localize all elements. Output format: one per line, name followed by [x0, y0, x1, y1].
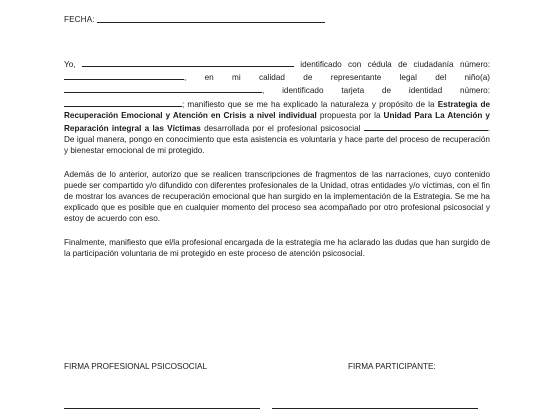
p1-text-4: , identificado tarjeta de identidad número: — [262, 86, 490, 96]
strategy-name: Estrategia de Recuperación Emocional y Atención en Crisis a nivel individual — [64, 99, 491, 120]
date-row — [64, 12, 325, 24]
p1-text-7: desarrollada por el profesional psicosocial — [200, 124, 361, 134]
date-label: FECHA: — [64, 15, 95, 24]
paragraph-consent — [64, 57, 490, 157]
date-blank[interactable] — [97, 13, 325, 23]
p1-text-8: . De igual manera, pongo en conocimiento que esta asistencia es voluntaria y hace parte del proceso de recuperación y bienestar emocional de mi protegido. — [64, 124, 491, 156]
p1-text-3: , en mi calidad de representante legal del niño(a) — [184, 73, 490, 83]
paragraph-final: Finalmente, manifiesto que el/la profesional encargada de la estrategia me ha aclarado las dudas que han surgido de la participación voluntaria de mi protegido en este proceso de atención psicosocial. — [64, 237, 490, 258]
p1-text-1: Yo, — [64, 60, 76, 69]
participant-signature-label: FIRMA PARTICIPANTE: — [348, 362, 436, 371]
professional-name-blank[interactable] — [364, 121, 488, 131]
paragraph-authorization: Además de lo anterior, autorizo que se realicen transcripciones de fragmentos de las narraciones, cuyo contenido puede ser compartido y/o difundido con diferentes profesionales de la Unidad, otras entidades y/o víctimas, con el fin de mostrar los avances de recuperación emocional que han surgido en la implementación de la Estrategia. Se me ha explicado que es posible que en cualquier momento del proceso sea acompañado por otro profesional psicosocial y estoy de acuerdo con eso. — [64, 169, 490, 224]
p1-text-6: propuesta por la — [316, 110, 384, 120]
name-blank[interactable] — [82, 57, 294, 67]
unit-name: Unidad Para La Atención y Reparación integral a las Víctimas — [64, 110, 490, 134]
p1-text-5: ; manifiesto que se me ha explicado la naturaleza y propósito de la — [182, 99, 435, 109]
participant-signature-line[interactable] — [272, 408, 478, 409]
professional-signature-label: FIRMA PROFESIONAL PSICOSOCIAL — [64, 362, 208, 371]
child-name-blank[interactable] — [64, 83, 262, 93]
professional-signature-line[interactable] — [64, 408, 260, 409]
document-body — [64, 57, 490, 271]
child-id-blank[interactable] — [64, 97, 182, 107]
p1-text-2: identificado con cédula de ciudadanía número: — [300, 60, 490, 69]
id-number-blank[interactable] — [64, 70, 184, 80]
